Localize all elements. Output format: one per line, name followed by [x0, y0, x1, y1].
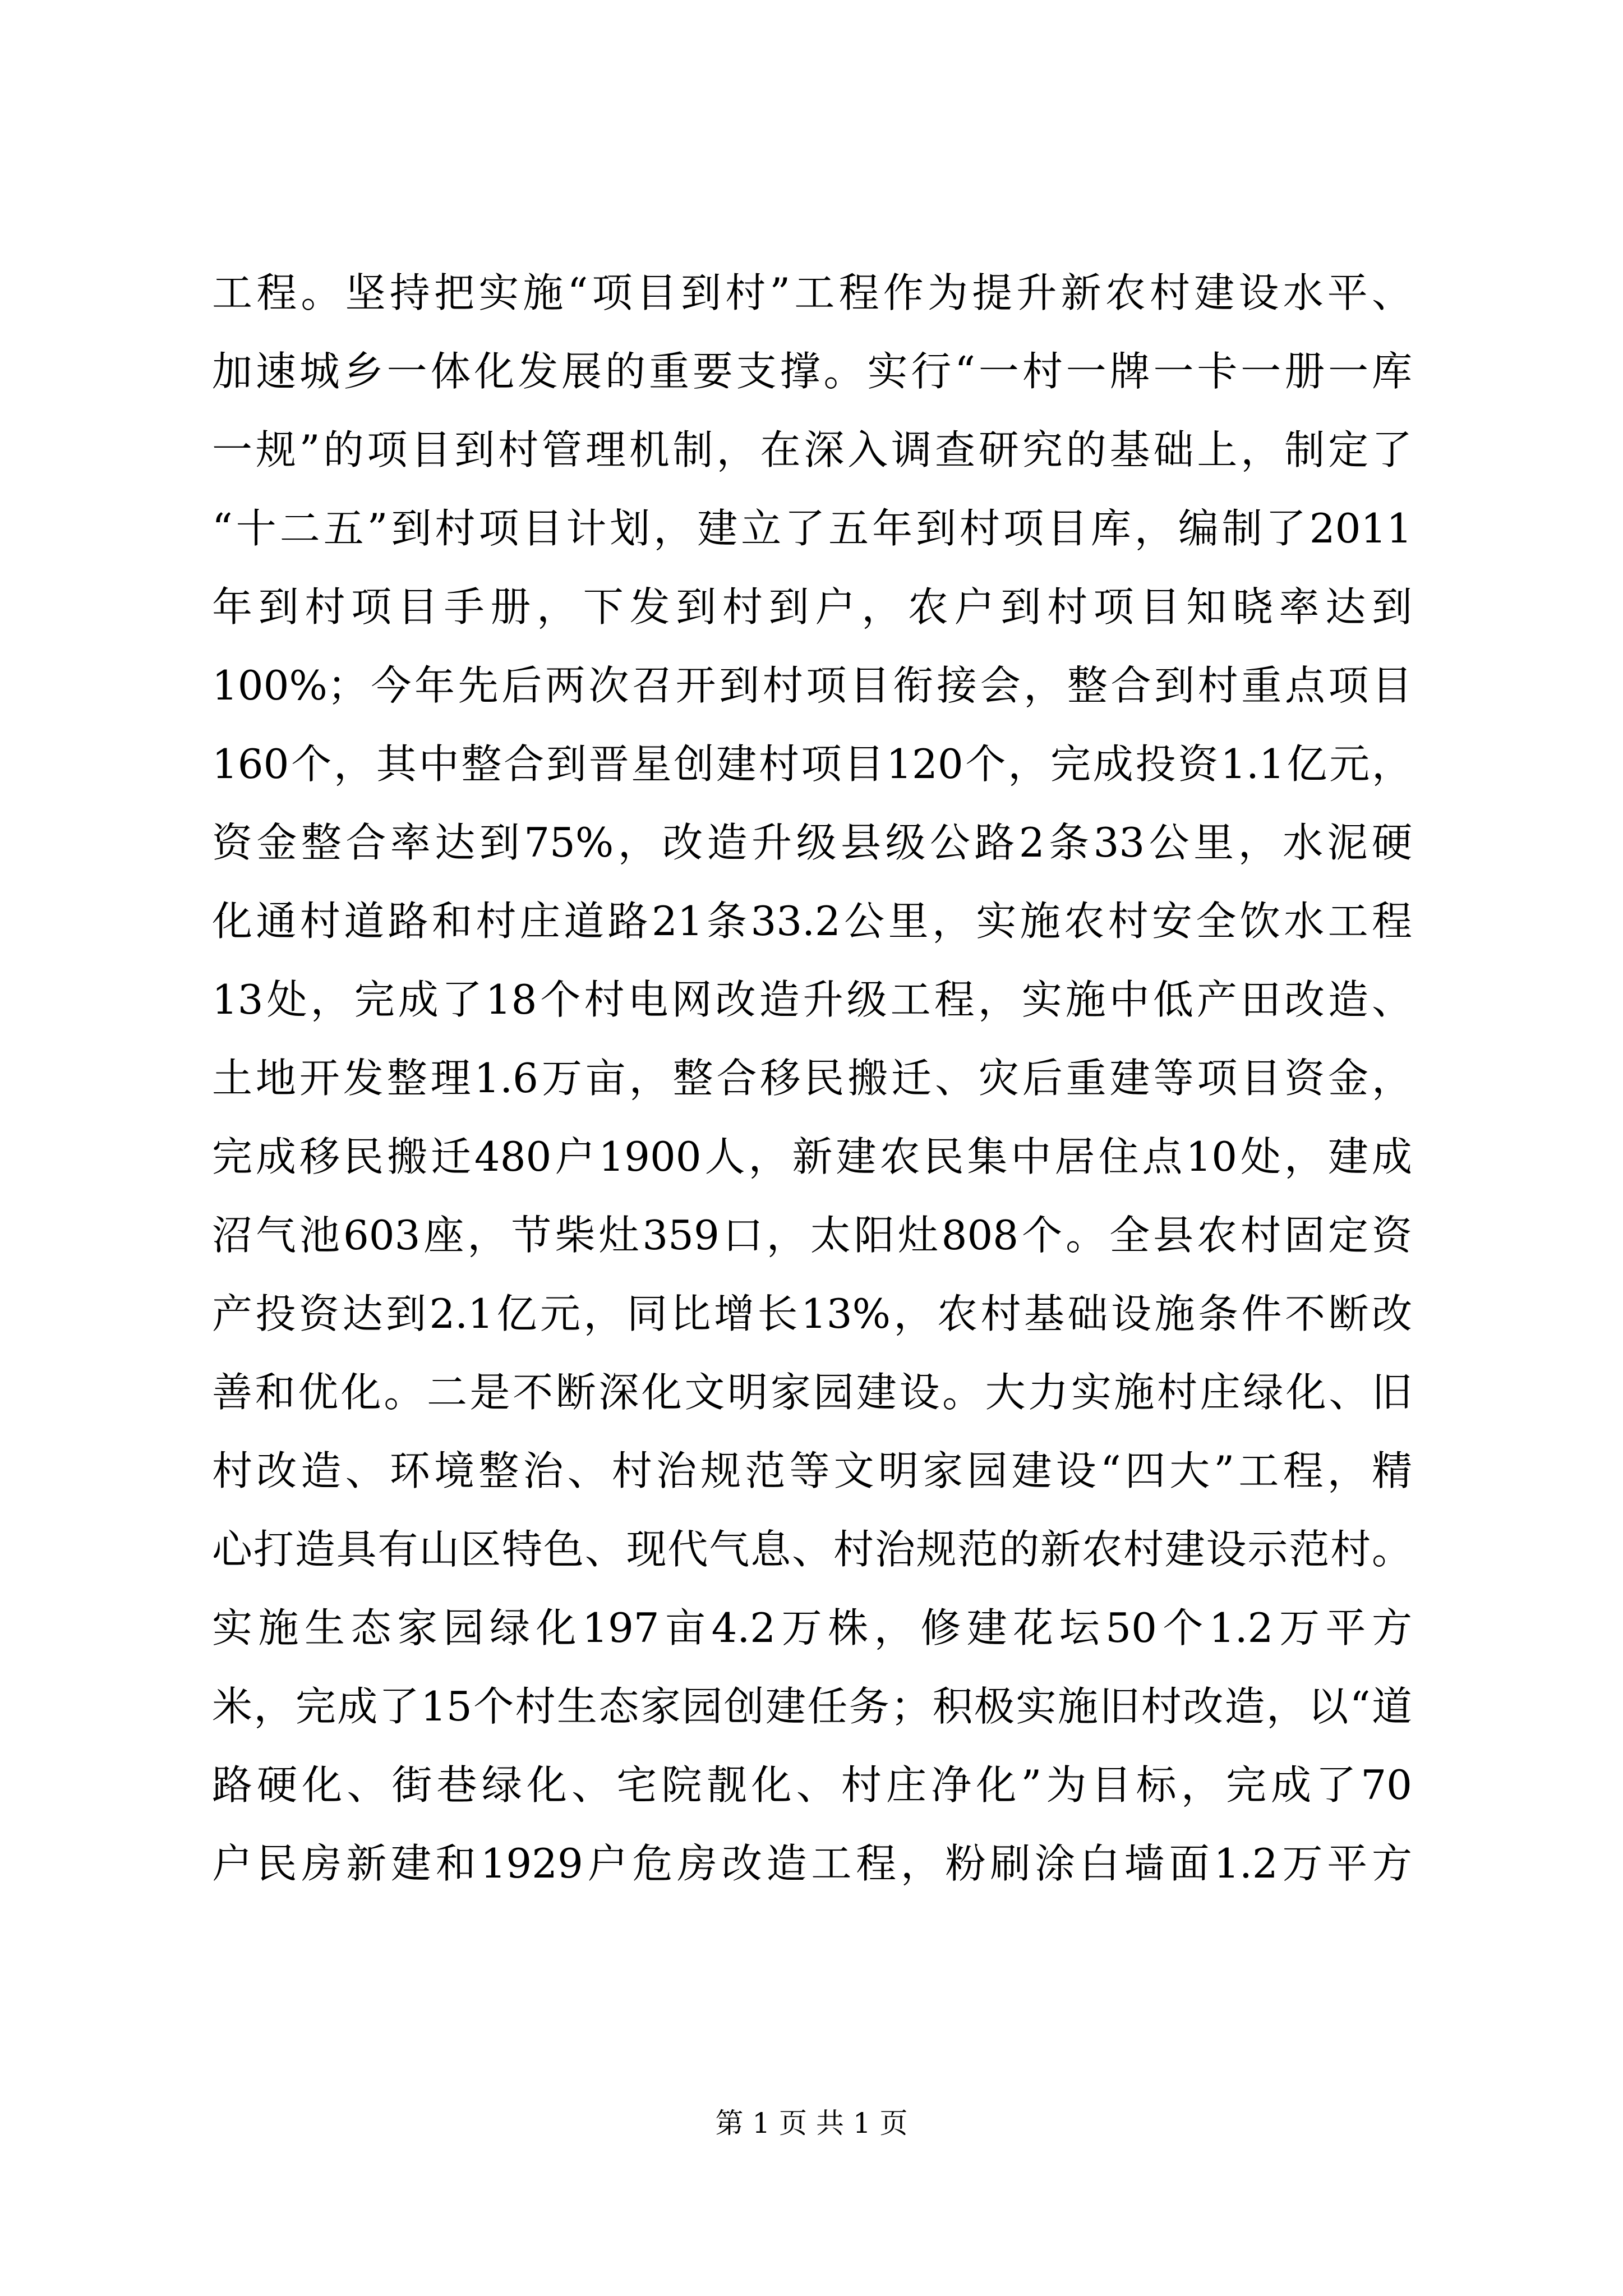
text-line: 100%；今年先后两次召开到村项目衔接会，整合到村重点项目	[212, 662, 1412, 709]
text-line: 路硬化、街巷绿化、宅院靓化、村庄净化”为目标，完成了70	[212, 1761, 1412, 1809]
text-line: 产投资达到2.1亿元，同比增长13%，农村基础设施条件不断改	[212, 1290, 1412, 1337]
text-line: 户民房新建和1929户危房改造工程，粉刷涂白墙面1.2万平方	[212, 1840, 1412, 1887]
text-line: 善和优化。二是不断深化文明家园建设。大力实施村庄绿化、旧	[212, 1369, 1412, 1416]
body-text	[212, 254, 1412, 1903]
text-line: 年到村项目手册，下发到村到户，农户到村项目知晓率达到	[212, 583, 1412, 631]
text-line: 沼气池603座，节柴灶359口，太阳灶808个。全县农村固定资	[212, 1212, 1412, 1259]
text-line: 村改造、环境整治、村治规范等文明家园建设“四大”工程，精	[212, 1447, 1412, 1494]
text-line: 实施生态家园绿化197亩4.2万株，修建花坛50个1.2万平方	[212, 1604, 1412, 1651]
text-line: 化通村道路和村庄道路21条33.2公里，实施农村安全饮水工程	[212, 898, 1412, 945]
text-line: 土地开发整理1.6万亩，整合移民搬迁、灾后重建等项目资金，	[212, 1055, 1412, 1102]
page-number-label: 第 1 页 共 1 页	[715, 2107, 908, 2139]
text-line: 加速城乡一体化发展的重要支撑。实行“一村一牌一卡一册一库	[212, 348, 1412, 395]
page-footer	[0, 2106, 1623, 2140]
text-line: 资金整合率达到75%，改造升级县级公路2条33公里，水泥硬	[212, 819, 1412, 866]
text-line: “十二五”到村项目计划，建立了五年到村项目库，编制了2011	[212, 505, 1412, 552]
text-line: 160个，其中整合到晋星创建村项目120个，完成投资1.1亿元，	[212, 740, 1412, 788]
text-line: 工程。坚持把实施“项目到村”工程作为提升新农村建设水平、	[212, 269, 1412, 316]
text-line: 完成移民搬迁480户1900人，新建农民集中居住点10处，建成	[212, 1133, 1412, 1180]
text-line: 一规”的项目到村管理机制，在深入调查研究的基础上，制定了	[212, 426, 1412, 473]
text-line: 13处，完成了18个村电网改造升级工程，实施中低产田改造、	[212, 976, 1412, 1023]
text-line: 米，完成了15个村生态家园创建任务；积极实施旧村改造，以“道	[212, 1683, 1412, 1730]
text-line: 心打造具有山区特色、现代气息、村治规范的新农村建设示范村。	[212, 1526, 1412, 1573]
